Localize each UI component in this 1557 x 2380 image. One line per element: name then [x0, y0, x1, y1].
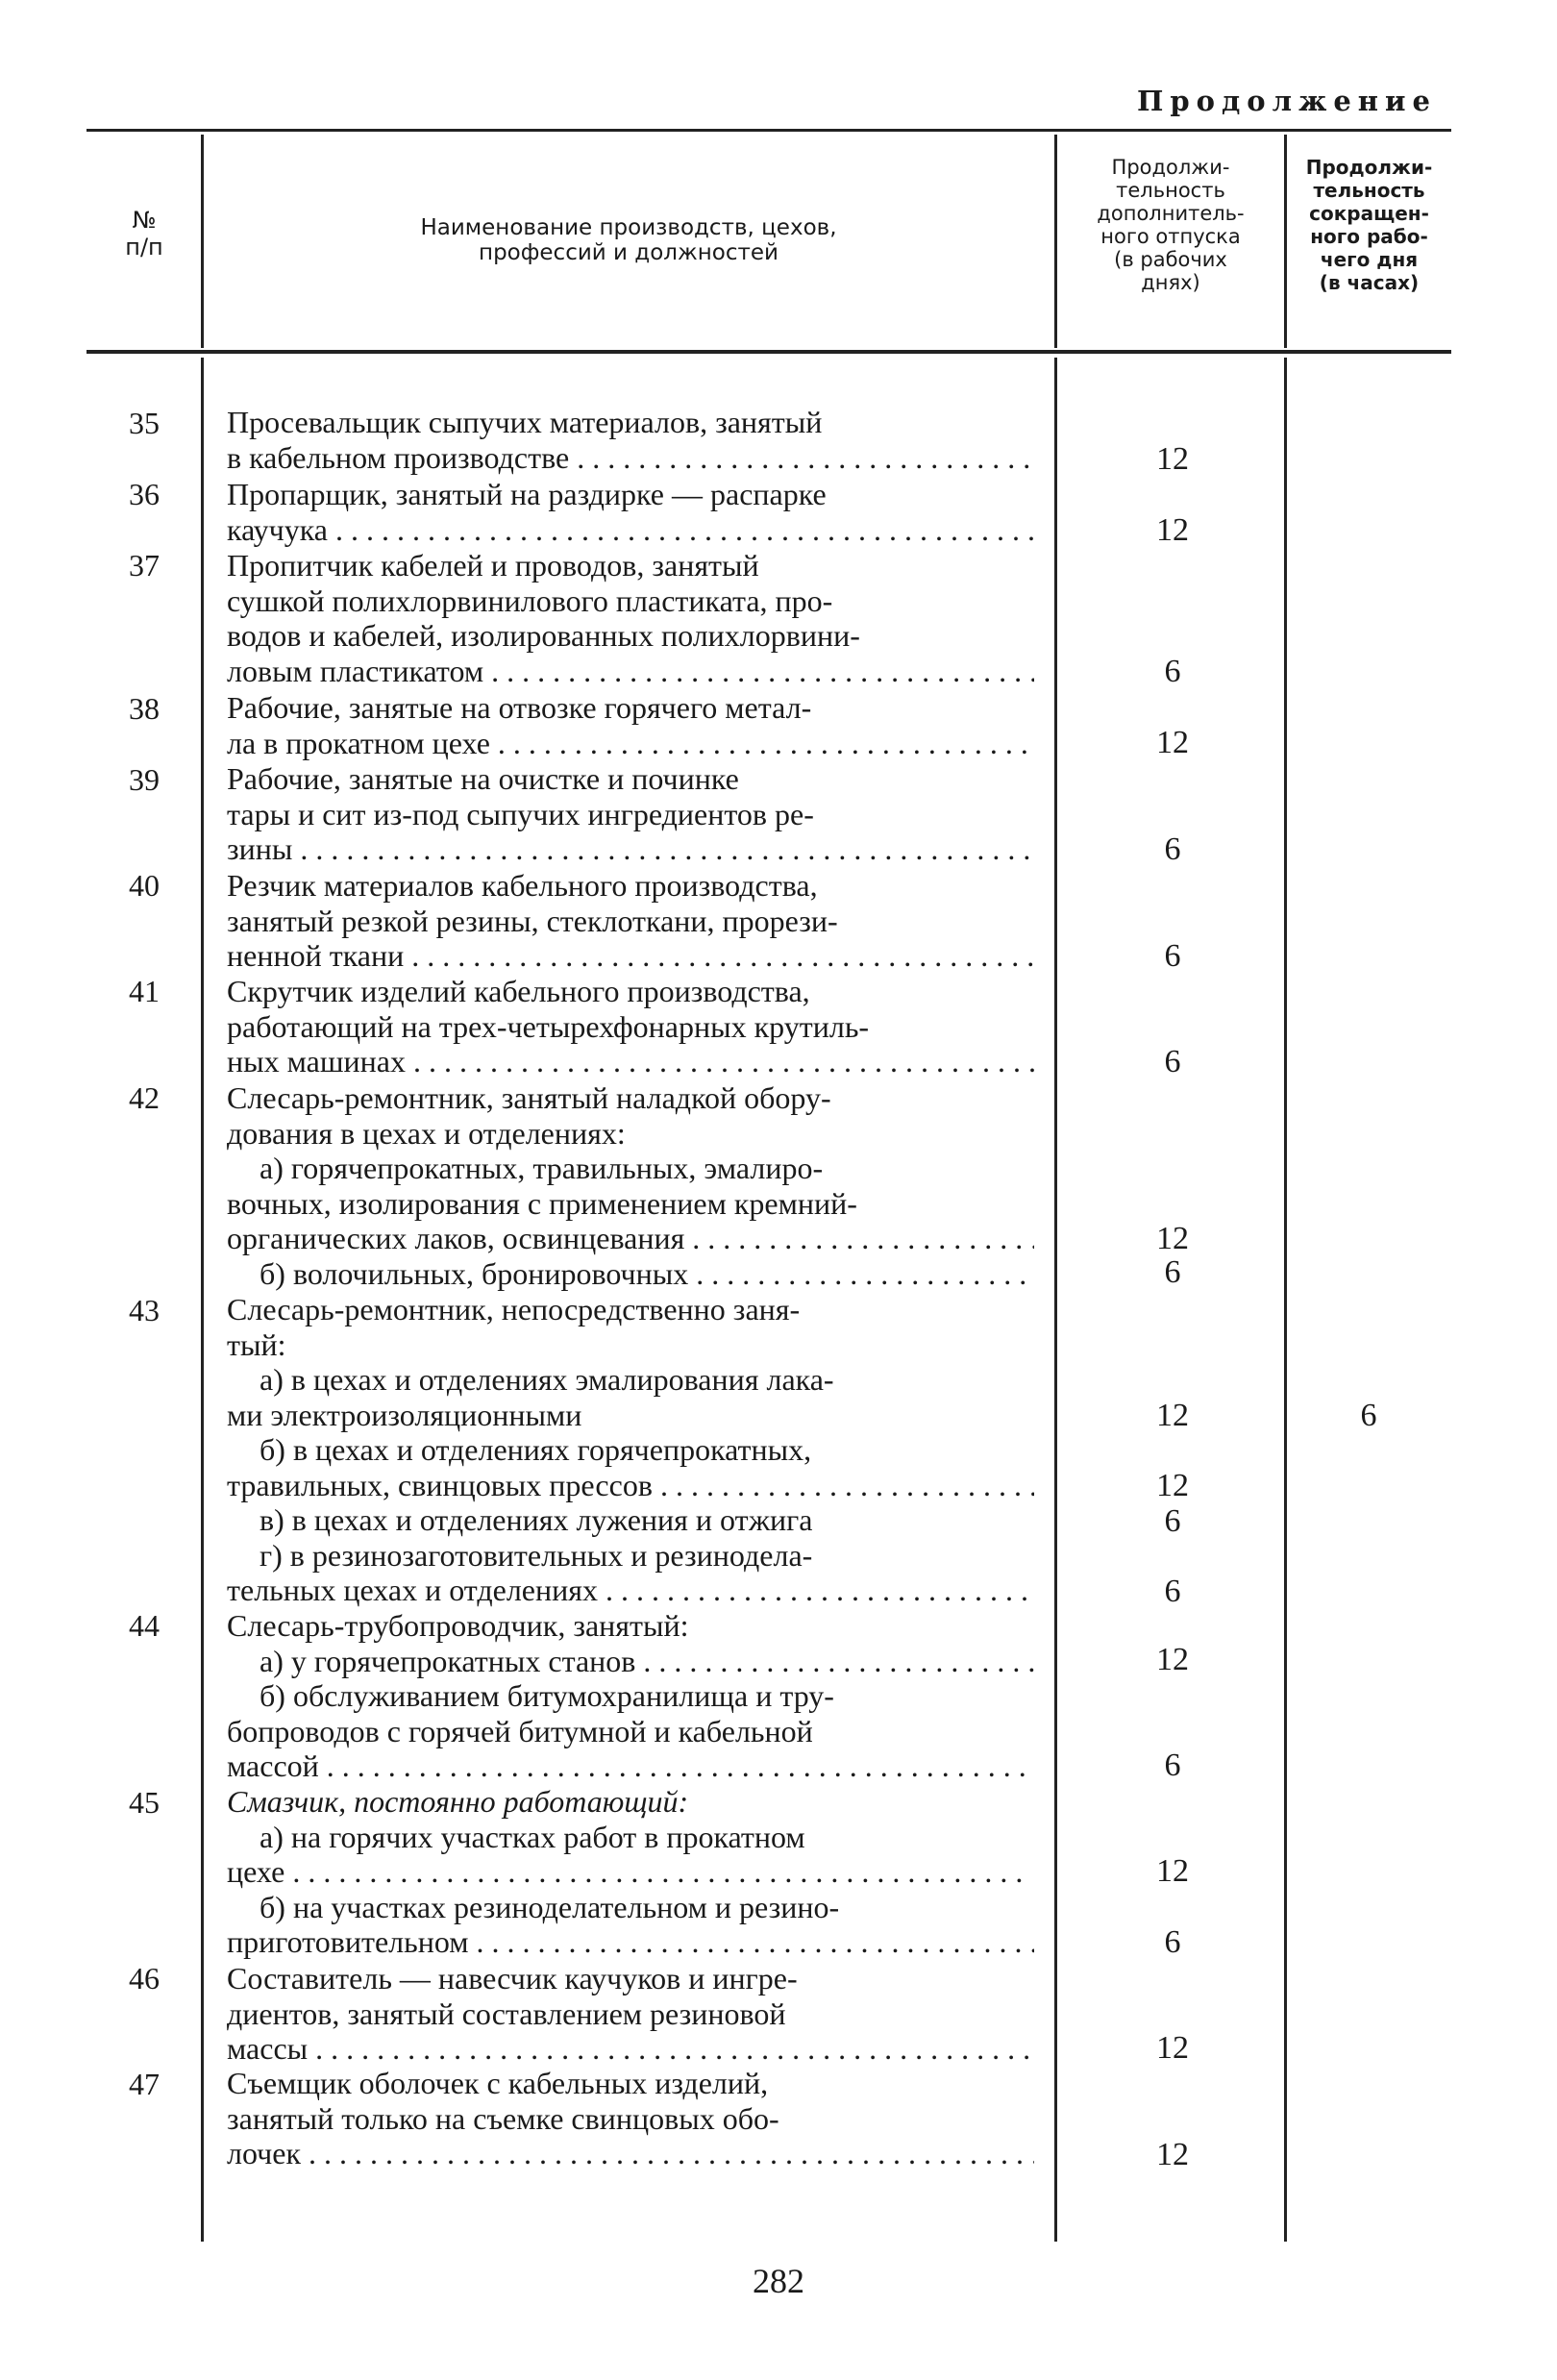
row-text: Рабочие, занятые на очистке и починке тары и сит из-под сыпучих ингредиентов ре- зины . . .: [227, 761, 1034, 867]
leave-value: 12: [1156, 1642, 1189, 1677]
leave-value: 12: [1156, 725, 1189, 760]
header-num: № п/п: [125, 207, 163, 260]
row-text: Слесарь-трубопроводчик, занятый: а) у горячепрокатных станов . . . б) обслуживанием битумохранилища и тру- бопроводов с горячей битумной и кабельной массой . . .: [227, 1608, 1034, 1784]
day-value: 6: [1360, 1398, 1377, 1433]
row-number: 41: [129, 974, 160, 1008]
page-number: 282: [753, 2262, 804, 2300]
header-bottom-rule: [86, 350, 1451, 354]
leave-value: 6: [1164, 1044, 1181, 1079]
row-number: 36: [129, 477, 160, 511]
leave-value: 6: [1164, 1748, 1181, 1783]
row-text: Слесарь-ремонтник, непосредственно заня- тый: а) в цехах и отделениях эмалирования лака- ми электроизоляционными б) в цехах и отделениях горячепрокатных, травильных, свинцовых прессов . . . в) в цехах и отделениях лужения и отжига г) в резинозаготовительных и резинодела- тельных цехах и отделениях . . .: [227, 1292, 1034, 1608]
leave-value: 6: [1164, 938, 1181, 974]
header-name: Наименование производств, цехов, профессий и должностей: [420, 215, 837, 265]
row-text: Слесарь-ремонтник, занятый наладкой обору- дования в цехах и отделениях: а) горячепрокатных, травильных, эмалиро- вочных, изолирования с применением кремний- органических лаков, освинцевания . . . б) волочильных, бронировочных . . .: [227, 1080, 1034, 1291]
row-number: 45: [129, 1785, 160, 1820]
row-number: 37: [129, 548, 160, 583]
leave-value: 6: [1164, 1503, 1181, 1539]
row-number: 42: [129, 1080, 160, 1115]
row-text: Резчик материалов кабельного производства, занятый резкой резины, стеклоткани, прорези- ненной ткани . . .: [227, 868, 1034, 974]
leave-value: 12: [1156, 512, 1189, 548]
row-text: Смазчик, постоянно работающий: а) на горячих участках работ в прокатном цехе . . . б) на участках резиноделательном и резино- приготовительном . . .: [227, 1784, 1034, 1960]
row-text: Пропитчик кабелей и проводов, занятый сушкой полихлорвинилового пластиката, про- водов и кабелей, изолированных полихлорвини- ловым пластикатом . . .: [227, 548, 1034, 688]
leave-value: 6: [1164, 654, 1181, 689]
row-text: Скрутчик изделий кабельного производства, работающий на трех-четырехфонарных крутиль- ных машинах . . .: [227, 974, 1034, 1079]
row-text: Пропарщик, занятый на раздирке — распарке каучука . . .: [227, 477, 1034, 547]
header-leave: Продолжи- тельность дополнитель- ного отпуска (в рабочих днях): [1097, 156, 1245, 294]
leave-value: 12: [1156, 1398, 1189, 1433]
row-number: 46: [129, 1961, 160, 1996]
leave-value: 6: [1164, 1574, 1181, 1609]
continuation-label: Продолжение: [1136, 85, 1437, 117]
leave-value: 12: [1156, 1468, 1189, 1503]
row-text: Съемщик оболочек с кабельных изделий, занятый только на съемке свинцовых обо- лочек . . .: [227, 2066, 1034, 2171]
leave-value: 12: [1156, 1221, 1189, 1256]
row-number: 39: [129, 762, 160, 797]
leave-value: 12: [1156, 1853, 1189, 1889]
row-number: 35: [129, 406, 160, 440]
row-text: Рабочие, занятые на отвозке горячего метал- ла в прокатном цехе . . .: [227, 690, 1034, 760]
leave-value: 6: [1164, 831, 1181, 867]
row-number: 40: [129, 868, 160, 903]
leave-value: 12: [1156, 441, 1189, 477]
row-number: 43: [129, 1293, 160, 1327]
row-text: Составитель — навесчик каучуков и ингре- диентов, занятый составлением резиновой массы . . .: [227, 1961, 1034, 2067]
leave-value: 6: [1164, 1254, 1181, 1290]
row-text: Просевальщик сыпучих материалов, занятый в кабельном производстве . . .: [227, 405, 1034, 475]
leave-value: 6: [1164, 1924, 1181, 1960]
row-number: 44: [129, 1608, 160, 1643]
header-day: Продолжи- тельность сокращен- ного рабо- чего дня (в часах): [1305, 156, 1433, 294]
table-top-rule: [86, 129, 1451, 132]
leave-value: 12: [1156, 2030, 1189, 2066]
row-number: 38: [129, 691, 160, 726]
row-number: 47: [129, 2067, 160, 2101]
leave-value: 12: [1156, 2137, 1189, 2172]
